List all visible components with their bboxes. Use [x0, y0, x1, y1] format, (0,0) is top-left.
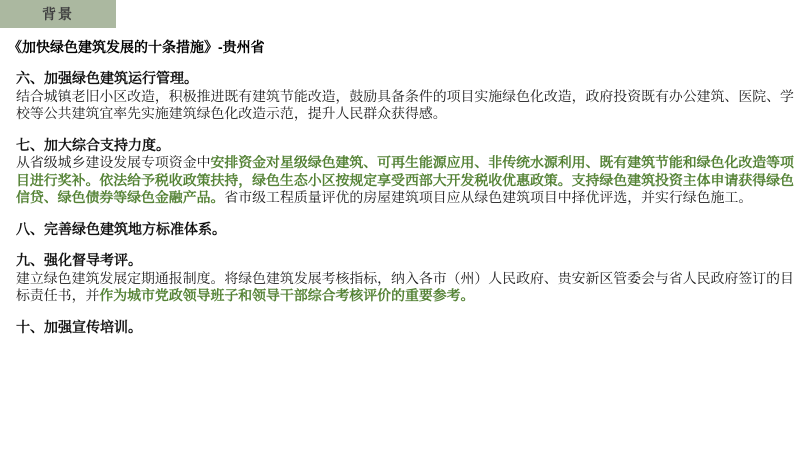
section-heading: 八、完善绿色建筑地方标准体系。 — [16, 220, 226, 237]
text-span: 从省级城乡建设发展专项资金中 — [16, 154, 211, 170]
section — [16, 70, 800, 123]
highlighted-text-span: 作为城市党政领导班子和领导干部综合考核评价的重要参考。 — [99, 287, 475, 303]
sections-container — [16, 70, 800, 336]
section — [16, 137, 800, 207]
section-heading: 九、强化督导考评。 — [16, 252, 142, 268]
section-paragraph — [16, 88, 800, 123]
section-paragraph — [16, 270, 800, 305]
text-span: 结合城镇老旧小区改造，积极推进既有建筑节能改造，鼓励具备条件的项目实施绿色化改造，政府投资既有办公建筑、医院、学校等公共建筑宜率先实施建筑绿色化改造示范，提升人民群众获得感。 — [16, 87, 794, 121]
section — [16, 252, 800, 305]
page-title: 《加快绿色建筑发展的十条措施》-贵州省 — [8, 39, 265, 55]
section — [16, 319, 800, 337]
text-span: 省市级工程质量评优的房屋建筑项目应从绿色建筑项目中择优评选，并实行绿色施工。 — [224, 189, 753, 205]
section-heading: 十、加强宣传培训。 — [16, 318, 142, 335]
section — [16, 221, 800, 239]
section-paragraph — [16, 154, 800, 207]
text-span: 建立绿色建筑发展定期通报制度。将绿色建筑发展考核指标，纳入各市（州）人民政府、贵安新区管委会与省人民政府签订的目标责任书，并 — [16, 269, 794, 303]
section-heading: 六、加强绿色建筑运行管理。 — [16, 70, 198, 86]
slide-content — [8, 38, 800, 350]
section-heading: 七、加大综合支持力度。 — [16, 136, 170, 153]
highlighted-text-span: 安排资金对星级绿色建筑、可再生能源应用、非传统水源利用、既有建筑节能和绿色化改造等项目进行奖补。依法给予税收政策扶持，绿色生态小区按规定享受西部大开发税收优惠政策。支持绿色建筑投资主体申请获得绿色信贷、绿色债券等绿色金融产品。 — [16, 154, 794, 205]
background-section-badge: 背景 — [0, 0, 116, 28]
